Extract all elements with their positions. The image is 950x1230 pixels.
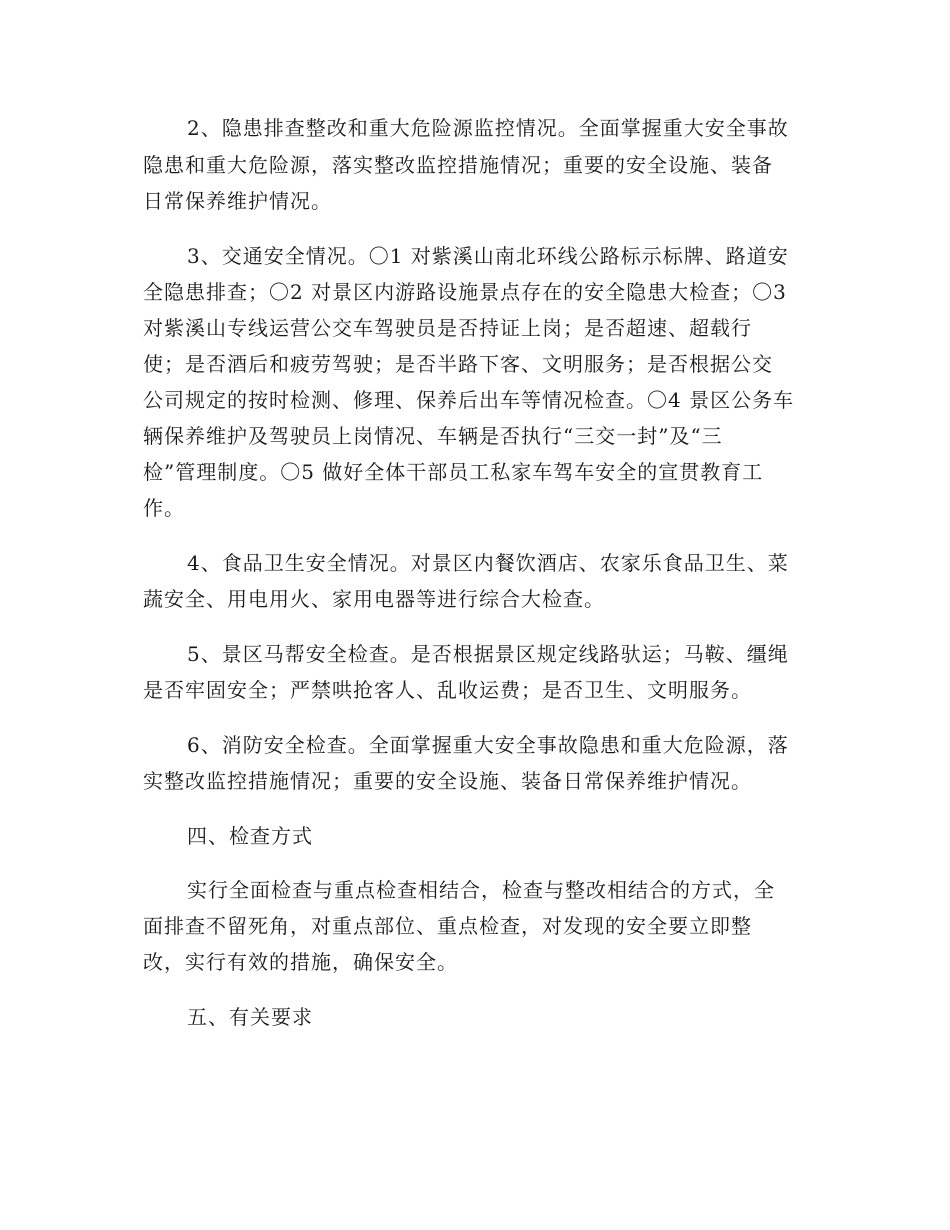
paragraph-2-line-5: 公司规定的按时检测、修理、保养后出车等情况检查。〇4 景区公务车: [143, 388, 795, 412]
paragraph-2-line-4: 使；是否酒后和疲劳驾驶；是否半路下客、文明服务；是否根据公交: [143, 352, 773, 376]
paragraph-4-line-2: 是否牢固安全；严禁哄抢客人、乱收运费；是否卫生、文明服务。: [143, 678, 752, 702]
section-heading-requirements: 五、有关要求: [187, 1005, 313, 1029]
paragraph-1-line-1: 2、隐患排查整改和重大危险源监控情况。全面掌握重大安全事故: [187, 116, 789, 140]
paragraph-3-line-2: 蔬安全、用电用火、家用电器等进行综合大检查。: [143, 587, 605, 611]
paragraph-1-line-3: 日常保养维护情况。: [143, 189, 332, 213]
paragraph-4-line-1: 5、景区马帮安全检查。是否根据景区规定线路驮运；马鞍、缰绳: [187, 642, 789, 666]
paragraph-2-line-3: 对紫溪山专线运营公交车驾驶员是否持证上岗；是否超速、超载行: [143, 316, 752, 340]
section-heading-inspection-method: 四、检查方式: [187, 824, 313, 848]
paragraph-7-line-3: 改，实行有效的措施，确保安全。: [143, 950, 458, 974]
paragraph-1-line-2: 隐患和重大危险源，落实整改监控措施情况；重要的安全设施、装备: [143, 153, 773, 177]
paragraph-7-line-2: 面排查不留死角，对重点部位、重点检查，对发现的安全要立即整: [143, 914, 752, 938]
paragraph-2-line-2: 全隐患排查；〇2 对景区内游路设施景点存在的安全隐患大检查；〇3: [143, 280, 787, 304]
paragraph-5-line-1: 6、消防安全检查。全面掌握重大安全事故隐患和重大危险源，落: [187, 733, 789, 757]
paragraph-7-line-1: 实行全面检查与重点检查相结合，检查与整改相结合的方式，全: [187, 878, 775, 902]
paragraph-3-line-1: 4、食品卫生安全情况。对景区内餐饮酒店、农家乐食品卫生、菜: [187, 551, 789, 575]
paragraph-2-line-7: 检”管理制度。〇5 做好全体干部员工私家车驾车安全的宣贯教育工: [143, 460, 764, 484]
paragraph-2-line-1: 3、交通安全情况。〇1 对紫溪山南北环线公路标示标牌、路道安: [187, 244, 789, 268]
paragraph-5-line-2: 实整改监控措施情况；重要的安全设施、装备日常保养维护情况。: [143, 769, 752, 793]
paragraph-2-line-8: 作。: [143, 496, 185, 520]
paragraph-2-line-6: 辆保养维护及驾驶员上岗情况、车辆是否执行“三交一封”及“三: [143, 424, 723, 448]
